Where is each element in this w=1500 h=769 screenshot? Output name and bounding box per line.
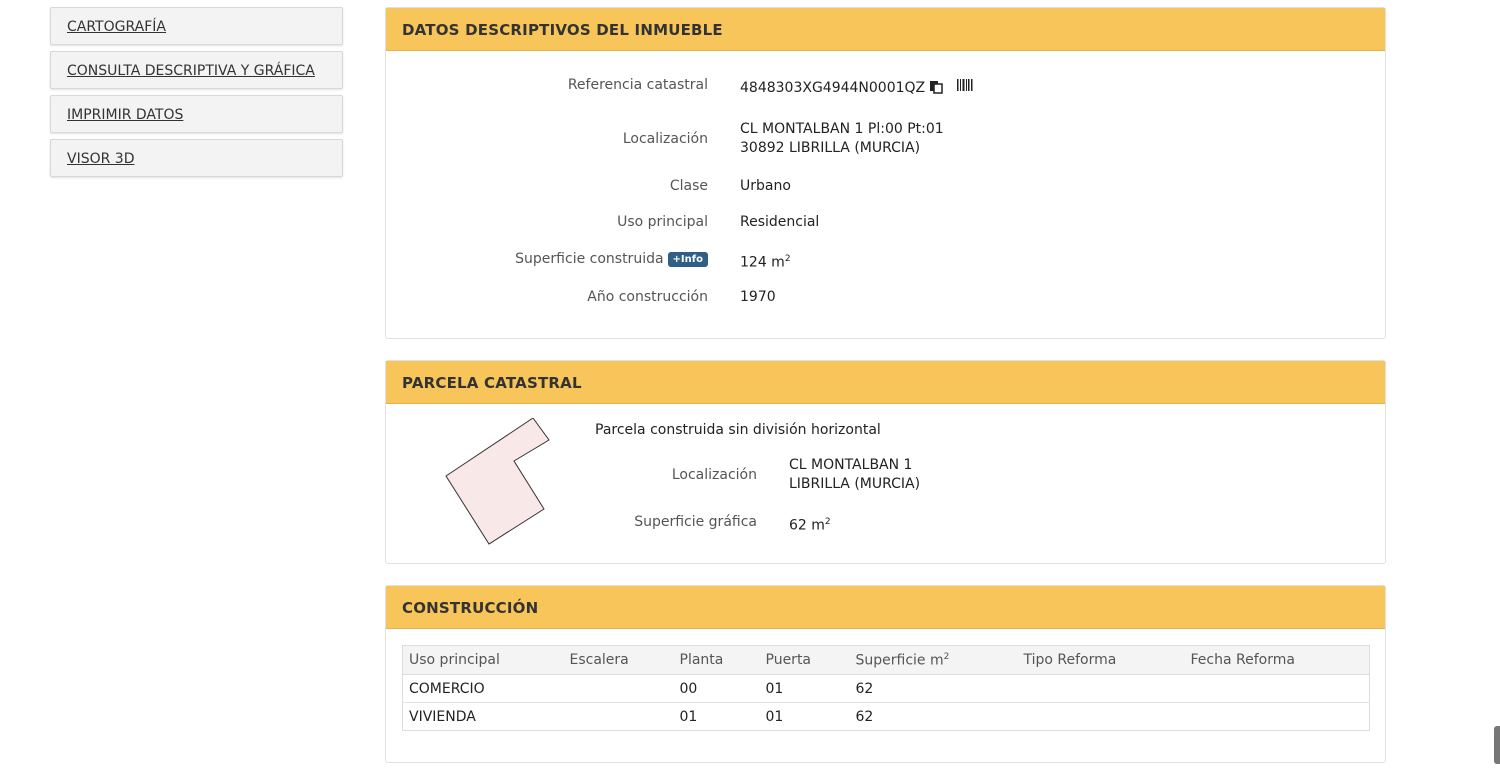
superficie-value: 124 m	[740, 254, 785, 271]
col-superficie-sup: 2	[943, 651, 950, 662]
ref-value-row	[740, 79, 973, 98]
construccion-title: CONSTRUCCIÓN	[386, 586, 1385, 629]
parcela-loc-value	[789, 456, 920, 494]
parcela-sup-value-row	[789, 513, 831, 536]
parcela-loc-label: Localización	[671, 467, 757, 483]
table-header-row	[403, 646, 1370, 675]
barcode-icon[interactable]	[957, 79, 973, 91]
parcela-sup-label: Superficie gráfica	[634, 514, 757, 530]
parcela-panel	[385, 360, 1386, 564]
ref-label: Referencia catastral	[567, 77, 708, 93]
cell-puerta: 01	[760, 675, 850, 703]
clase-value: Urbano	[740, 178, 791, 194]
cell-fecha-reforma	[1185, 703, 1370, 731]
loc-line2: 30892 LIBRILLA (MURCIA)	[740, 140, 921, 156]
col-escalera: Escalera	[564, 646, 674, 675]
datos-panel	[385, 7, 1386, 339]
sidebar-item-visor-3d[interactable]: VISOR 3D	[50, 139, 343, 177]
parcela-loc-line2: LIBRILLA (MURCIA)	[789, 476, 921, 492]
cell-uso: VIVIENDA	[409, 708, 476, 725]
sidebar	[50, 7, 343, 183]
cell-puerta: 01	[765, 708, 784, 725]
construccion-panel	[385, 585, 1386, 763]
cell-escalera	[564, 703, 674, 731]
sidebar-item-consulta[interactable]: CONSULTA DESCRIPTIVA Y GRÁFICA	[50, 51, 343, 89]
info-badge[interactable]: +Info	[668, 252, 708, 267]
cell-uso: COMERCIO	[403, 675, 564, 703]
loc-line1: CL MONTALBAN 1 Pl:00 Pt:01	[740, 121, 944, 137]
anio-label: Año construcción	[587, 289, 708, 305]
parcela-loc-line1: CL MONTALBAN 1	[789, 457, 913, 473]
construccion-table	[402, 645, 1370, 731]
sidebar-item-cartografia[interactable]: CARTOGRAFÍA	[50, 7, 343, 45]
cell-tipo-reforma	[1018, 675, 1185, 703]
parcela-sup-value: 62 m	[789, 517, 825, 534]
uso-label: Uso principal	[617, 214, 708, 230]
cell-escalera	[564, 675, 674, 703]
cell-superficie: 62	[855, 708, 874, 725]
col-fecha-reforma: Fecha Reforma	[1185, 646, 1370, 675]
cell-fecha-reforma	[1185, 675, 1370, 703]
uso-value: Residencial	[740, 214, 820, 230]
superficie-unit-sup: 2	[784, 254, 791, 264]
scrollbar-thumb[interactable]	[1494, 726, 1500, 764]
col-uso: Uso principal	[403, 646, 564, 675]
sidebar-item-imprimir[interactable]: IMPRIMIR DATOS	[50, 95, 343, 133]
cell-planta: 00	[674, 675, 760, 703]
parcela-sup-unit-sup: 2	[824, 517, 831, 527]
ref-value[interactable]: 4848303XG4944N0001QZ	[740, 80, 926, 96]
superficie-label-row	[515, 251, 708, 267]
col-superficie: Superficie m	[855, 652, 944, 669]
copy-icon[interactable]	[929, 80, 943, 94]
col-superficie-cell	[850, 646, 1018, 675]
clase-label: Clase	[669, 178, 708, 194]
col-planta: Planta	[674, 646, 760, 675]
col-puerta: Puerta	[760, 646, 850, 675]
loc-value	[740, 120, 944, 158]
parcel-shape[interactable]	[443, 418, 553, 550]
table-row	[403, 675, 1370, 703]
superficie-value-row	[740, 250, 791, 273]
cell-superficie: 62	[850, 675, 1018, 703]
parcela-desc: Parcela construida sin división horizontal	[595, 422, 881, 438]
loc-label: Localización	[622, 131, 708, 147]
anio-value: 1970	[740, 289, 776, 305]
cell-planta: 01	[679, 708, 698, 725]
datos-title: DATOS DESCRIPTIVOS DEL INMUEBLE	[386, 8, 1385, 51]
parcela-title: PARCELA CATASTRAL	[386, 361, 1385, 404]
col-tipo-reforma: Tipo Reforma	[1018, 646, 1185, 675]
cell-tipo-reforma	[1018, 703, 1185, 731]
superficie-label: Superficie construida	[515, 251, 664, 267]
table-row	[403, 703, 1370, 731]
